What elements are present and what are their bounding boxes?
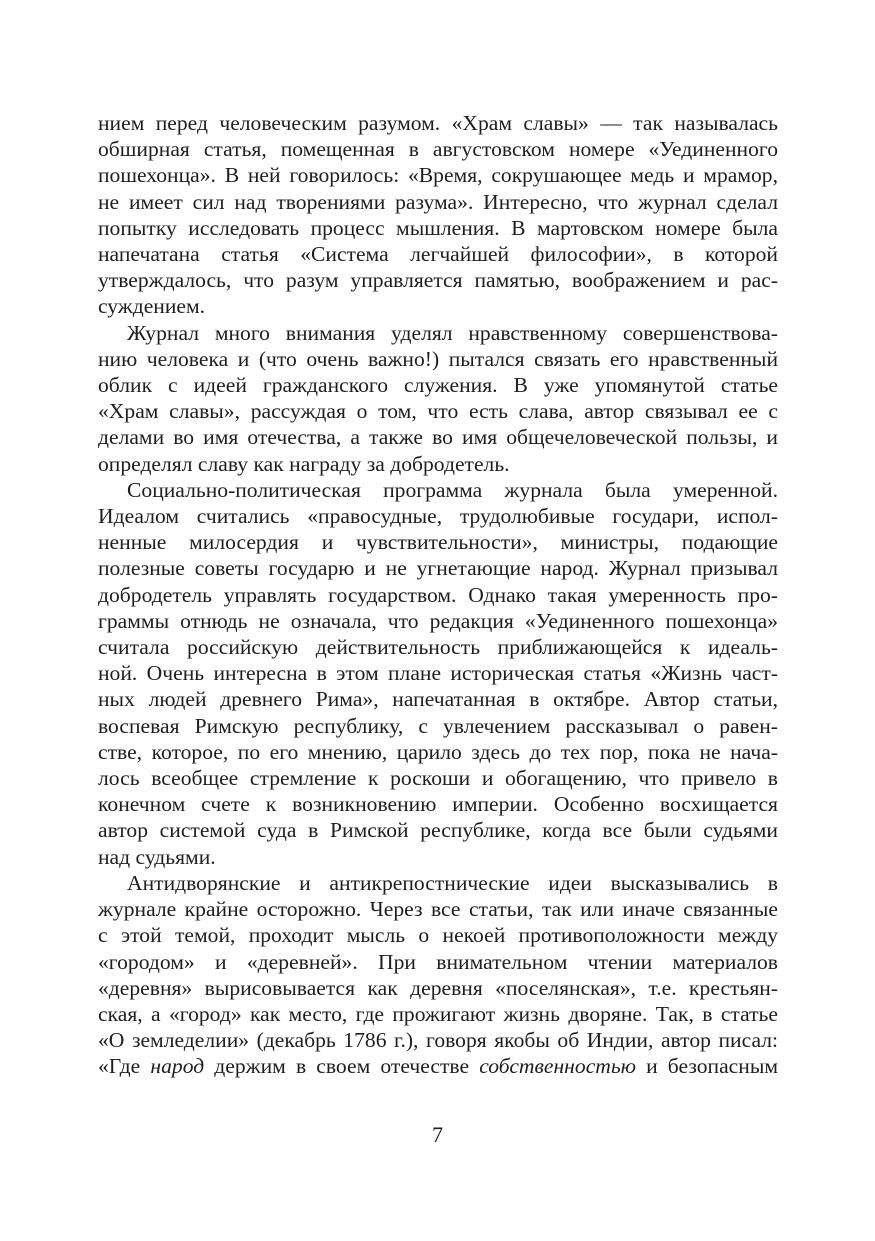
text-line: ной. Очень интересна в этом плане историческая статья «Жизнь част- (98, 661, 778, 686)
text-line: определял славу как награду за добродетель. (98, 451, 510, 476)
text-line: автор системой суда в Римской республике, когда все были судьями (98, 818, 778, 843)
text-line: «деревня» вырисовывается как деревня «поселянская», т.е. крестьян- (98, 975, 778, 1000)
text-line: «городом» и «деревней». При внимательном чтении материалов (98, 949, 778, 974)
text-line: нию человека и (что очень важно!) пытался связать его нравственный (98, 346, 778, 371)
text-line: с этой темой, проходит мысль о некоей противоположности между (98, 923, 778, 948)
text-line: Журнал много внимания уделял нравственному совершенствова- (127, 320, 778, 345)
text-line: ных людей древнего Рима», напечатанная в октябре. Автор статьи, (98, 687, 778, 712)
text-line: считала российскую действительность приближающейся к идеаль- (98, 635, 778, 660)
text-line: лось всеобщее стремление к роскоши и обогащению, что привело в (98, 766, 778, 791)
text-line: Антидворянские и антикрепостнические идеи высказывались в (127, 870, 778, 895)
text-segment: и безопасным (635, 1054, 778, 1079)
text-line: журнале крайне осторожно. Через все статьи, так или иначе связанные (98, 897, 778, 922)
text-line: попытку исследовать процесс мышления. В мартовском номере была (98, 215, 778, 240)
text-line: напечатана статья «Система легчайшей философии», в которой (98, 242, 778, 267)
text-line: суждением. (98, 294, 206, 319)
text-line: добродетель управлять государством. Однако такая умеренность про- (98, 582, 778, 607)
text-line-with-italics (98, 1053, 778, 1079)
text-line: ненные милосердия и чувствительности», министры, подающие (98, 530, 778, 555)
text-line: делами во имя отечества, а также во имя общечеловеческой пользы, и (98, 425, 778, 450)
text-line: конечном счете к возникновению империи. Особенно восхищается (98, 792, 778, 817)
text-line: нием перед человеческим разумом. «Храм славы» — так называлась (98, 111, 778, 135)
paragraph-4 (98, 870, 778, 1080)
text-line: «О земледелии» (декабрь 1786 г.), говоря якобы об Индии, автор писал: (98, 1028, 778, 1053)
italic-text: собственностью (479, 1054, 636, 1079)
text-line: воспевая Римскую республику, с увлечением рассказывал о равен- (98, 713, 778, 738)
paragraph-1 (98, 110, 778, 320)
text-line: ская, а «город» как место, где прожигают жизнь дворяне. Так, в статье (98, 1001, 778, 1026)
text-line: граммы отнюдь не означала, что редакция «Уединенного пошехонца» (98, 608, 778, 633)
text-line: полезные советы государю и не угнетающие народ. Журнал призывал (98, 556, 778, 581)
text-line: Идеалом считались «правосудные, трудолюбивые государи, испол- (98, 504, 778, 529)
page-number: 7 (432, 1122, 443, 1147)
text-line: не имеет сил над творениями разума». Интересно, что журнал сделал (98, 189, 778, 214)
text-segment: держим в своем отечестве (204, 1054, 480, 1079)
text-line: пошехонца». В ней говорилось: «Время, сокрушающее медь и мрамор, (98, 163, 778, 188)
text-line: Социально-политическая программа журнала была умеренной. (127, 477, 778, 502)
text-line: утверждалось, что разум управляется памятью, воображением и рас- (98, 268, 778, 293)
text-segment: «Где (98, 1054, 151, 1079)
body-text (98, 110, 778, 1080)
text-line: обширная статья, помещенная в августовском номере «Уединенного (98, 137, 778, 162)
italic-text: народ (150, 1054, 205, 1079)
paragraph-3 (98, 477, 778, 870)
text-line: над судьями. (98, 844, 216, 869)
text-line: стве, которое, по его мнению, царило здесь до тех пор, пока не нача- (98, 739, 778, 764)
paragraph-2 (98, 320, 778, 477)
text-line: облик с идеей гражданского служения. В уже упомянутой статье (98, 373, 778, 398)
text-line: «Храм славы», рассуждая о том, что есть слава, автор связывал ее с (98, 399, 778, 424)
